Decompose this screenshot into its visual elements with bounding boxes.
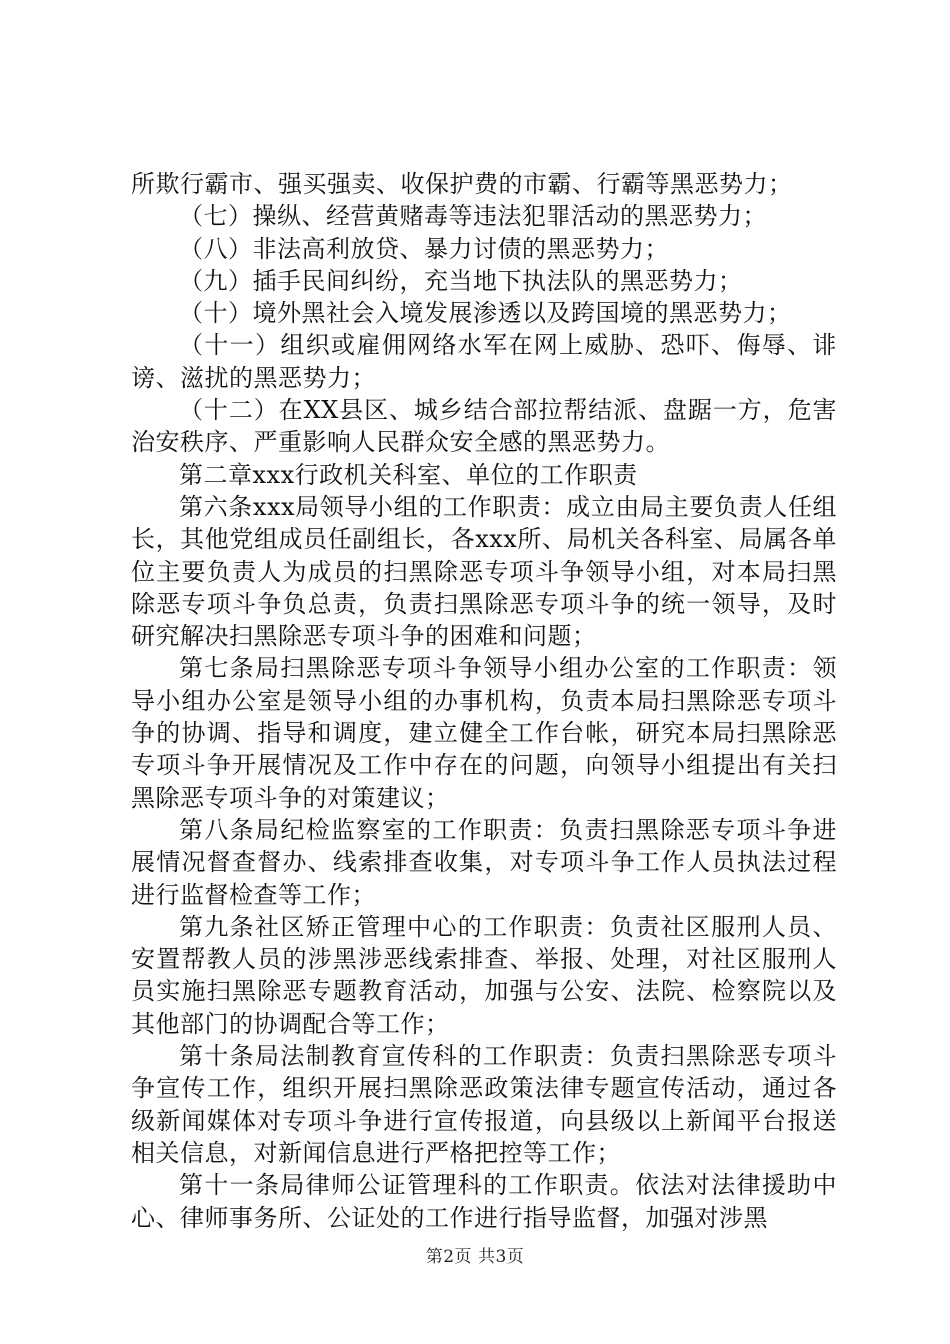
chapter-heading: 第二章xxx行政机关科室、单位的工作职责 — [179, 460, 638, 489]
paragraph: 第十一条局律师公证管理科的工作职责。依法对法律援助中心、律师事务所、公证处的工作进行指导监督，加强对涉黑 — [131, 1171, 837, 1232]
paragraph: 第六条xxx局领导小组的工作职责：成立由局主要负责人任组长，其他党组成员任副组长，各xxx所、局机关各科室、局属各单位主要负责人为成员的扫黑除恶专项斗争领导小组，对本局扫黑除恶专项斗争负总责，负责扫黑除恶专项斗争的统一领导，及时研究解决扫黑除恶专项斗争的困难和问题； — [131, 492, 837, 651]
paragraph: （十）境外黑社会入境发展渗透以及跨国境的黑恶势力； — [179, 299, 792, 328]
paragraph: （九）插手民间纠纷，充当地下执法队的黑恶势力； — [179, 266, 743, 295]
paragraph: 第七条局扫黑除恶专项斗争领导小组办公室的工作职责：领导小组办公室是领导小组的办事机构，负责本局扫黑除恶专项斗争的协调、指导和调度，建立健全工作台帐，研究本局扫黑除恶专项斗争开展情况及工作中存在的问题，向领导小组提出有关扫黑除恶专项斗争的对策建议； — [131, 654, 837, 812]
paragraph: （七）操纵、经营黄赌毒等违法犯罪活动的黑恶势力； — [179, 202, 767, 231]
paragraph: 所欺行霸市、强买强卖、收保护费的市霸、行霸等黑恶势力； — [131, 170, 793, 198]
paragraph: （十一）组织或雇佣网络水军在网上威胁、恐吓、侮辱、诽谤、滋扰的黑恶势力； — [131, 331, 837, 392]
paragraph: 第十条局法制教育宣传科的工作职责：负责扫黑除恶专项斗争宣传工作，组织开展扫黑除恶政策法律专题宣传活动，通过各级新闻媒体对专项斗争进行宣传报道，向县级以上新闻平台报送相关信息，对新闻信息进行严格把控等工作； — [131, 1042, 837, 1167]
document-body — [131, 168, 837, 1234]
paragraph: 第八条局纪检监察室的工作职责：负责扫黑除恶专项斗争进展情况督查督办、线索排查收集，对专项斗争工作人员执法过程进行监督检查等工作； — [131, 815, 837, 909]
paragraph: （八）非法高利放贷、暴力讨债的黑恶势力； — [179, 234, 669, 263]
page-footer: 第2页 共3页 — [425, 1247, 525, 1267]
paragraph: 第九条社区矫正管理中心的工作职责：负责社区服刑人员、安置帮教人员的涉黑涉恶线索排查、举报、处理，对社区服刑人员实施扫黑除恶专题教育活动，加强与公安、法院、检察院以及其他部门的协调配合等工作； — [131, 912, 837, 1038]
paragraph: （十二）在XX县区、城乡结合部拉帮结派、盘踞一方，危害治安秩序、严重影响人民群众安全感的黑恶势力。 — [131, 396, 837, 457]
